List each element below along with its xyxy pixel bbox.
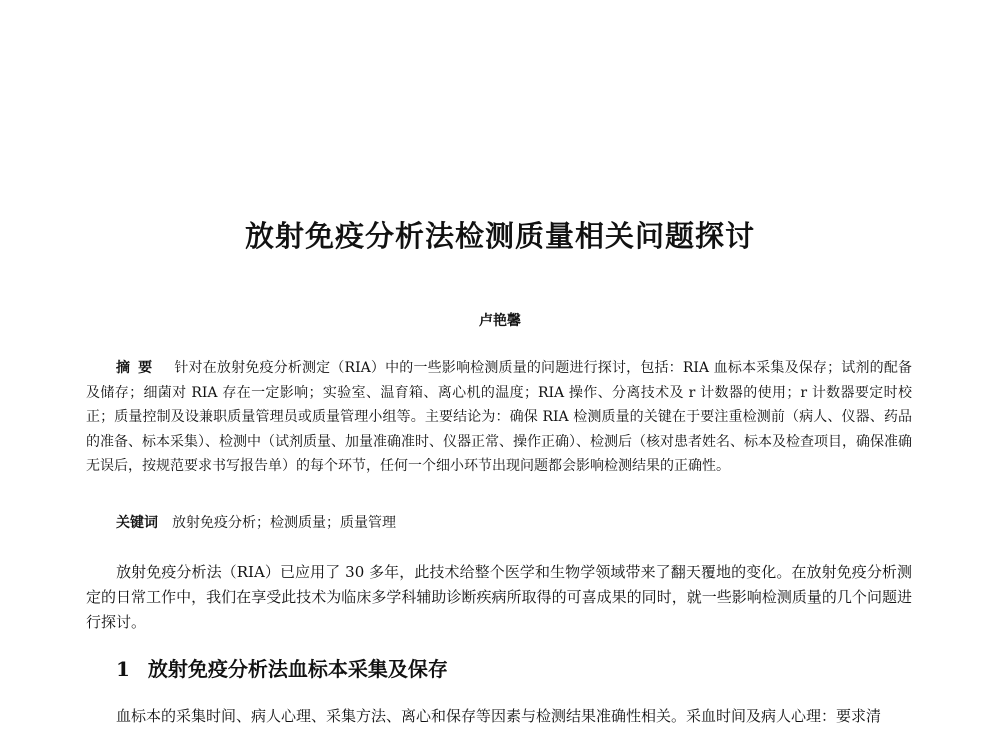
paper-title: 放射免疫分析法检测质量相关问题探讨 — [244, 219, 755, 253]
section-body-partial: 血标本的采集时间、病人心理、采集方法、离心和保存等因素与检测结果准确性相关。采血时间及病人心理：要求清 — [116, 707, 882, 725]
keywords-label: 关键词 — [116, 515, 158, 531]
author-name: 卢艳馨 — [479, 313, 521, 329]
keywords-text: 放射免疫分析；检测质量；质量管理 — [172, 515, 396, 531]
abstract-label: 摘要 — [116, 360, 161, 376]
intro-text: 放射免疫分析法（RIA）已应用了 30 多年，此技术给整个医学和生物学领域带来了翻天覆地的变化。在放射免疫分析测定的日常工作中，我们在享受此技术为临床多学科辅助诊断疾病所取得的可喜成果的同时，就一些影响检测质量的几个问题进行探讨。 — [86, 563, 912, 631]
abstract-text: 针对在放射免疫分析测定（RIA）中的一些影响检测质量的问题进行探讨，包括：RIA 血标本采集及保存；试剂的配备及储存；细菌对 RIA 存在一定影响；实验室、温育箱、离心机的温度；RIA 操作、分离技术及 r 计数器的使用；r 计数器要定时校正；质量控制及设兼职质量管理员或质量管理小组等。主要结论为：确保 RIA 检测质量的关键在于要注重检测前（病人、仪器、药品的准备、标本采集）、检测中（试剂质量、加量准确准时、仪器正常、操作正确）、检测后（核对患者姓名、标本及检查项目，确保准确无误后，按规范要求书写报告单）的每个环节，任何一个细小环节出现问题都会影响检测结果的正确性。 — [86, 360, 913, 474]
abstract-block — [86, 356, 912, 479]
intro-paragraph — [86, 560, 912, 635]
keywords-block — [116, 512, 906, 534]
section-title: 放射免疫分析法血标本采集及保存 — [147, 657, 448, 681]
section-number: 1 — [116, 657, 130, 681]
section-heading — [116, 653, 916, 682]
